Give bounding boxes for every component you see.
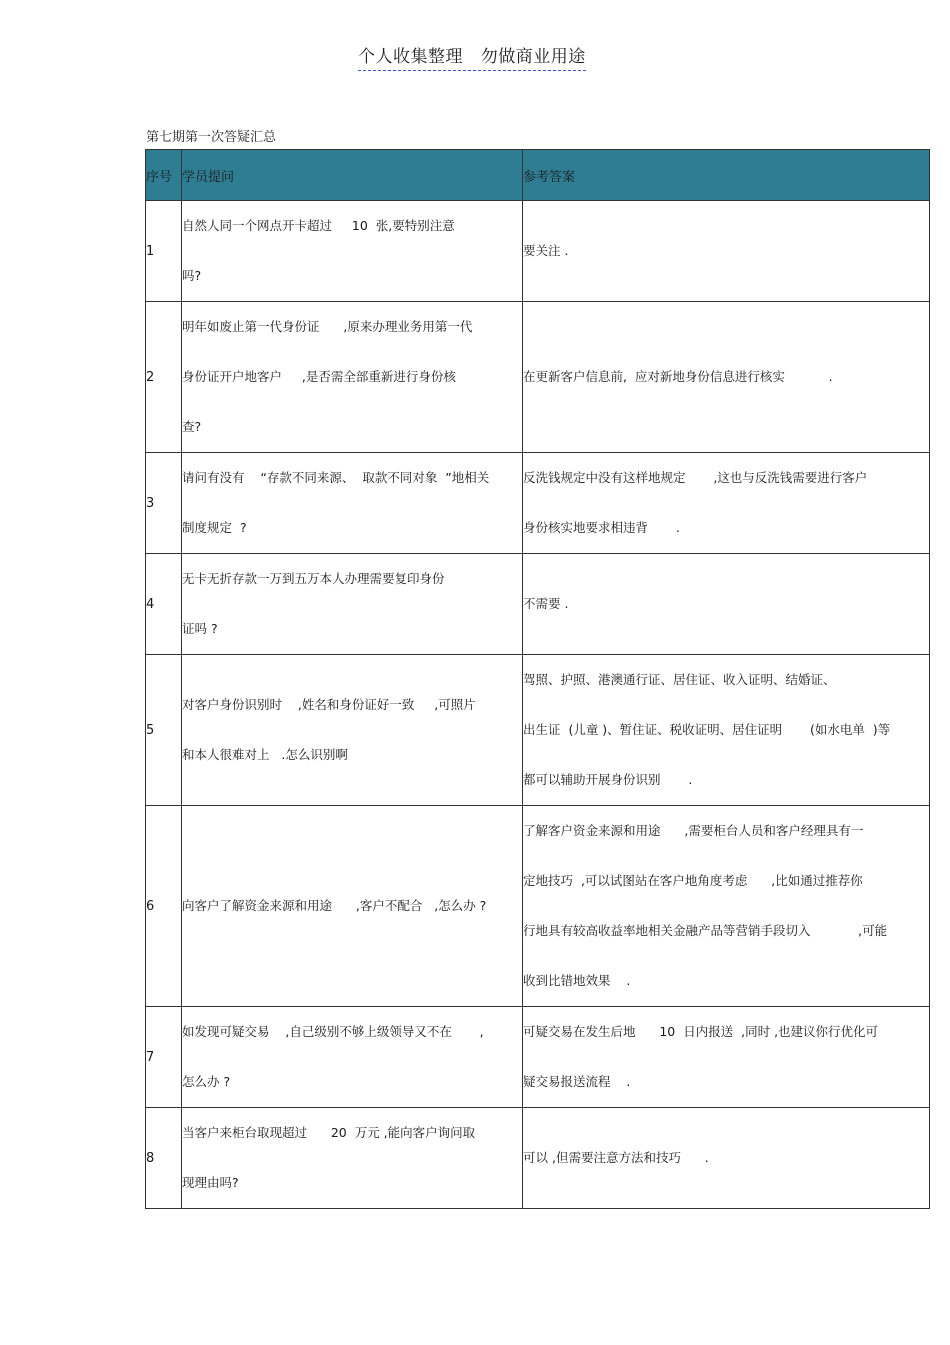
header-no: 序号: [146, 150, 182, 201]
row-number: 1: [146, 201, 182, 302]
table-row: [146, 453, 930, 554]
header-question: 学员提问: [182, 150, 523, 201]
answer-text: 反洗钱规定中没有这样地规定 ,这也与反洗钱需要进行客户 身份核实地要求相违背 .: [523, 470, 868, 535]
header-answer: 参考答案: [523, 150, 930, 201]
row-number: 7: [146, 1007, 182, 1108]
question-text: 明年如废止第一代身份证 ,原来办理业务用第一代 身份证开户地客户 ,是否需全部重新进行身份核 查?: [182, 319, 473, 434]
table-row: [146, 302, 930, 453]
question-cell: [182, 554, 523, 655]
row-number: 6: [146, 806, 182, 1007]
question-cell: [182, 302, 523, 453]
question-text: 请问有没有 “存款不同来源、 取款不同对象 ”地相关 制度规定 ?: [182, 470, 490, 535]
question-cell: [182, 1007, 523, 1108]
answer-text: 可以 ,但需要注意方法和技巧 .: [523, 1150, 709, 1165]
table-row: [146, 1108, 930, 1209]
table-header-row: [146, 150, 930, 201]
question-text: 对客户身份识别时 ,姓名和身份证好一致 ,可照片 和本人很难对上 .怎么识别啊: [182, 697, 476, 762]
question-text: 如发现可疑交易 ,自己级别不够上级领导又不在 , 怎么办 ?: [182, 1024, 484, 1089]
question-cell: [182, 453, 523, 554]
table-row: [146, 201, 930, 302]
answer-cell: [523, 453, 930, 554]
row-number: 4: [146, 554, 182, 655]
question-text: 向客户了解资金来源和用途 ,客户不配合 ,怎么办 ?: [182, 898, 487, 913]
answer-cell: [523, 1007, 930, 1108]
document-title: 第七期第一次答疑汇总: [146, 130, 277, 145]
table-row: [146, 806, 930, 1007]
watermark-text: 个人收集整理 勿做商业用途: [358, 42, 586, 71]
answer-text: 不需要 .: [523, 596, 569, 611]
row-number: 2: [146, 302, 182, 453]
answer-cell: [523, 554, 930, 655]
question-cell: [182, 655, 523, 806]
answer-text: 在更新客户信息前, 应对新地身份信息进行核实 .: [523, 369, 833, 384]
table-row: [146, 1007, 930, 1108]
question-text: 当客户来柜台取现超过 20 万元 ,能向客户询问取 现理由吗?: [182, 1125, 476, 1190]
row-number: 3: [146, 453, 182, 554]
question-cell: [182, 806, 523, 1007]
answer-cell: [523, 1108, 930, 1209]
question-cell: [182, 1108, 523, 1209]
answer-text: 可疑交易在发生后地 10 日内报送 ,同时 ,也建议你行优化可 疑交易报送流程 .: [523, 1024, 879, 1089]
question-text: 自然人同一个网点开卡超过 10 张,要特别注意 吗?: [182, 218, 455, 283]
answer-text: 了解客户资金来源和用途 ,需要柜台人员和客户经理具有一 定地技巧 ,可以试图站在客户地角度考虑 ,比如通过推荐你 行地具有较高收益率地相关金融产品等营销手段切入 ,可能 收到比错地效果 .: [523, 823, 888, 988]
row-number: 5: [146, 655, 182, 806]
qa-table: [145, 149, 930, 1209]
answer-cell: [523, 806, 930, 1007]
answer-text: 要关注 .: [523, 243, 569, 258]
table-row: [146, 655, 930, 806]
row-number: 8: [146, 1108, 182, 1209]
answer-cell: [523, 201, 930, 302]
answer-cell: [523, 302, 930, 453]
answer-cell: [523, 655, 930, 806]
question-cell: [182, 201, 523, 302]
answer-text: 驾照、护照、港澳通行证、居住证、收入证明、结婚证、 出生证 (儿童 )、暂住证、税收证明、居住证明 (如水电单 )等 都可以辅助开展身份识别 .: [523, 672, 891, 787]
table-row: [146, 554, 930, 655]
question-text: 无卡无折存款一万到五万本人办理需要复印身份 证吗 ?: [182, 571, 445, 636]
